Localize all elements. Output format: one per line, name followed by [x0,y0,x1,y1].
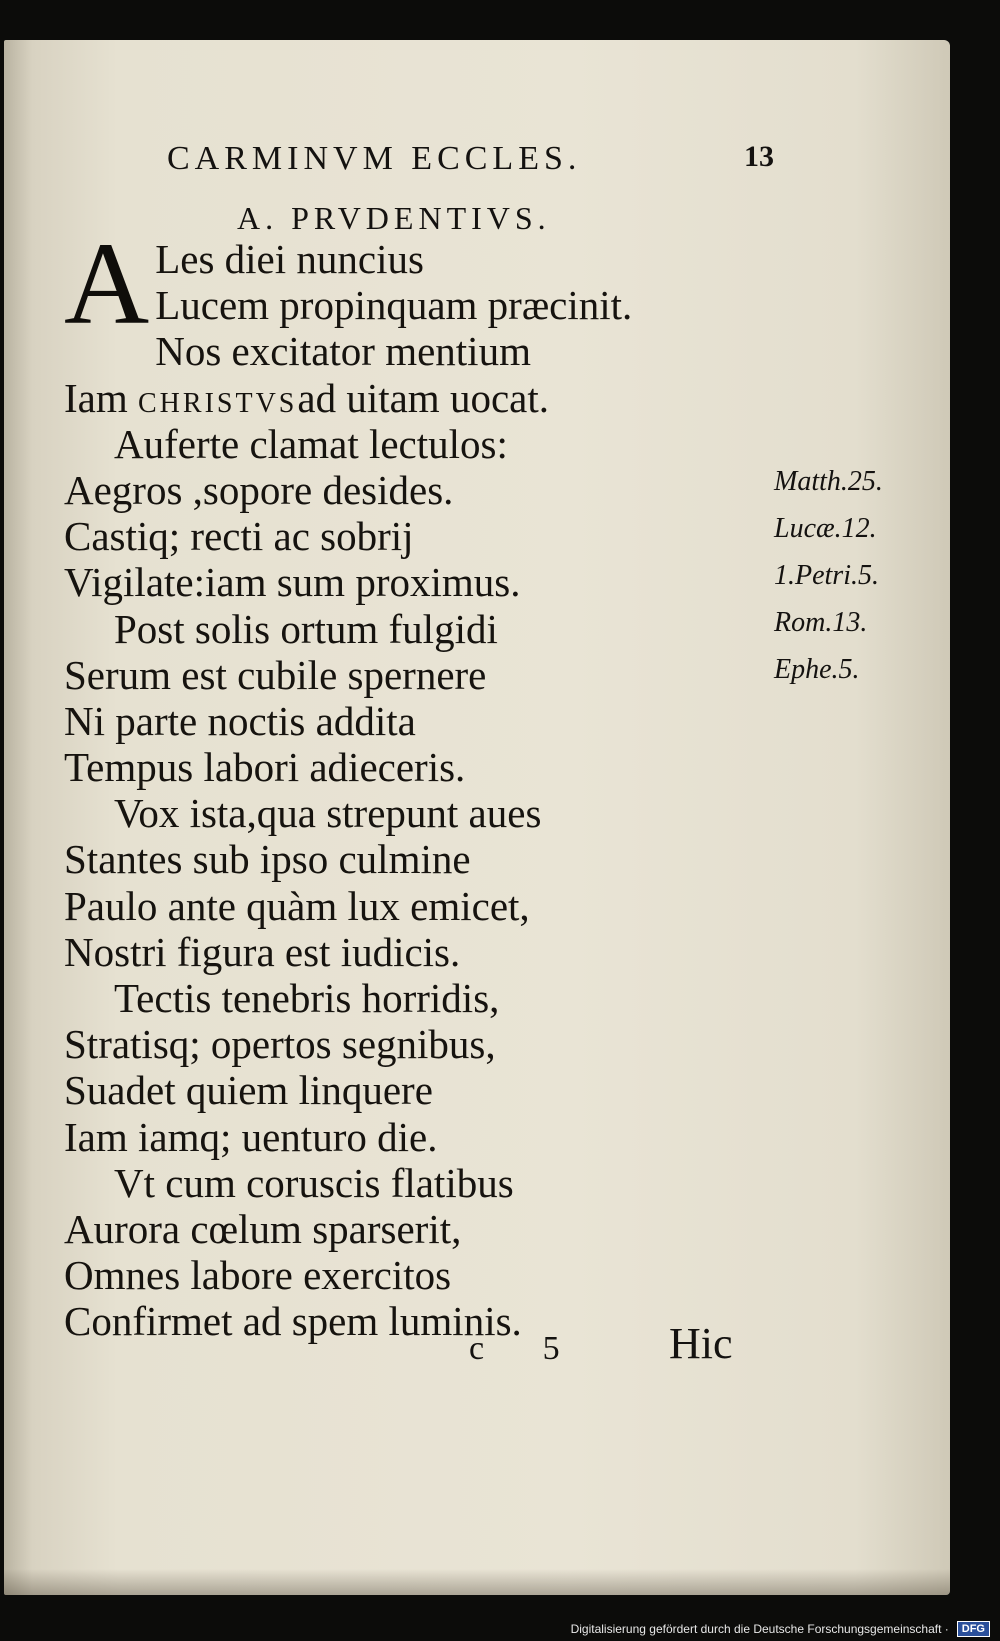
poem-line: Vt cum coruscis flatibus [114,1159,514,1206]
poem-line-part: ad uitam uocat. [297,374,549,421]
poem-line: Stratisq; opertos segnibus, [64,1021,496,1068]
poem-line: Omnes labore exercitos [64,1252,452,1299]
running-head: CARMINVM ECCLES. [167,140,582,177]
book-page [4,40,950,1595]
margin-note: 1.Petri.5. [774,560,879,591]
poem-line: Castiq; recti ac sobrij [64,513,414,560]
poem-line: Tectis tenebris horridis, [114,975,500,1021]
margin-note: Matth.25. [774,466,883,497]
poem-line: Suadet quiem linquere [64,1067,433,1114]
poem-line: Vox ista,qua strepunt aues [114,790,542,837]
poem-line: Post solis ortum fulgidi [114,605,498,652]
christus-smallcaps: CHRISTVS [138,387,298,419]
poem-line: Ni parte noctis addita [64,697,416,744]
digitization-footer [571,1617,1000,1641]
poem-line: Lucem propinquam præcinit. [155,282,633,329]
poem-line-part: Iam [64,374,138,421]
poem-line: Paulo ante quàm lux emicet, [64,882,530,929]
poem-line: Nostri figura est iudicis. [64,928,461,975]
poem-line: Les diei nuncius [155,236,424,282]
poem-line: Stantes sub ipso culmine [64,836,471,883]
poem-line: Auferte clamat lectulos: [114,420,508,467]
poem-line: Aurora cœlum sparserit, [64,1205,462,1252]
poem-line: Serum est cubile spernere [64,651,487,698]
margin-note: Ephe.5. [774,654,860,685]
footer-credit-text: Digitalisierung gefördert durch die Deutsche Forschungsgemeinschaft · [570,1622,949,1636]
poem-line: Iam iamq; uenturo die. [64,1113,438,1160]
margin-note: Rom.13. [774,607,868,638]
poem-line: Vigilate:iam sum proximus. [64,559,521,606]
poem-line [64,375,784,421]
poem-line: Tempus labori adieceris. [64,744,466,791]
catchword: Hic [669,1319,733,1368]
page-bottom-shadow [4,1569,950,1595]
signature-mark: c 5 [469,1330,560,1367]
poem-line: Nos excitator mentium [155,328,531,375]
marginal-references [774,466,944,701]
poem-author-heading: A. PRVDENTIVS. [237,200,551,236]
dfg-logo: DFG [957,1621,990,1637]
drop-cap: A [64,218,150,349]
poem-line: Aegros ,sopore desides. [64,466,454,513]
page-number: 13 [744,140,774,173]
margin-note: Lucæ.12. [774,513,877,544]
poem-line: Confirmet ad spem luminis. [64,1298,522,1345]
